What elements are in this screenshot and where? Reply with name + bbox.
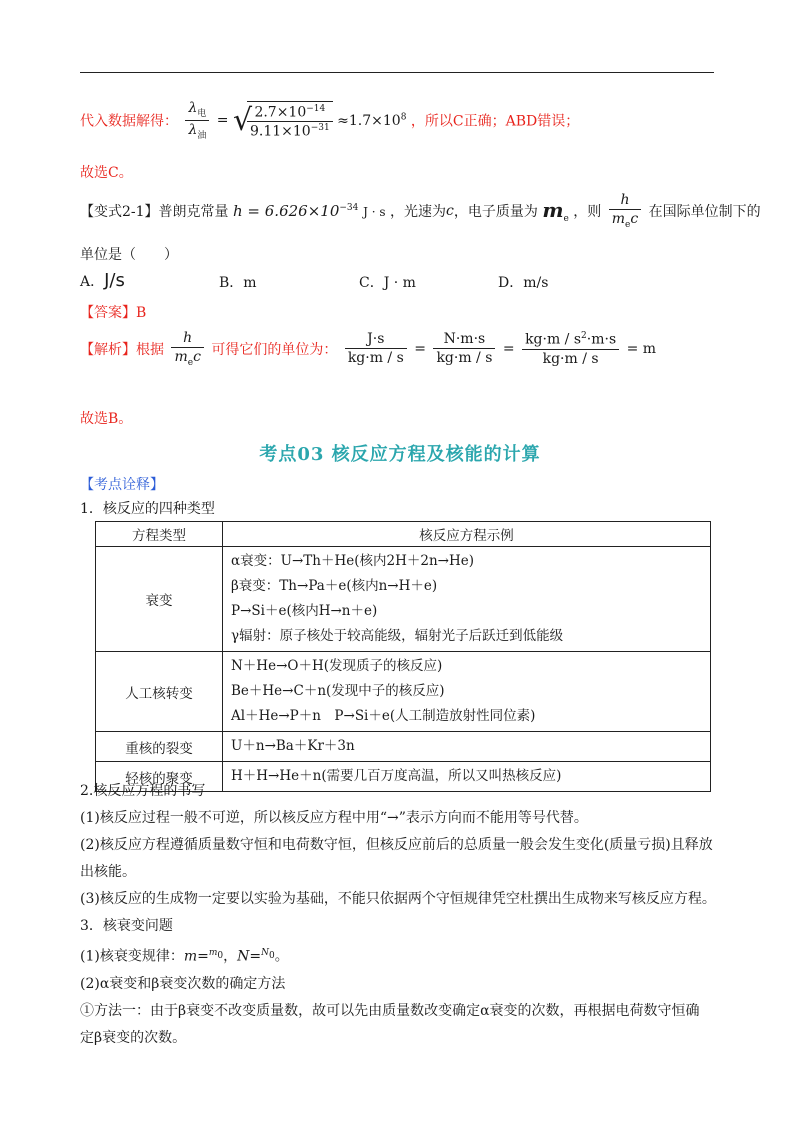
solution-suffix: ，所以C正确；ABD错误； bbox=[410, 113, 580, 130]
solution-line: 代入数据解得： $\frac{\lambda_电}{\lambda_油}$ = √ $\frac{2.7\times 10^{-14}}{9.11\times 10^{-31}}$ $\approx 1.7\times 10^8$ ，所以C正确；ABD错误； bbox=[80, 100, 580, 141]
option-b-value: m bbox=[243, 275, 257, 291]
decay-eq2: = bbox=[249, 948, 262, 965]
header-rule bbox=[80, 72, 714, 73]
table-cell-example: γ辐射：原子核处于较高能级，辐射光子后跃迁到低能级 bbox=[231, 628, 564, 644]
table-row-artificial bbox=[96, 652, 711, 732]
unit-frac-3-num: kg·m / s bbox=[525, 331, 582, 348]
table-cell-example: N＋He→O＋H(发现质子的核反应) bbox=[231, 658, 443, 674]
list2-p3: (3)核反应的生成物一定要以实验为基础，不能只依据两个守恒规律凭空杜撰出生成物来写核反应方程。 bbox=[80, 891, 716, 907]
option-c-key: C． bbox=[359, 275, 384, 291]
decay-n0: N bbox=[261, 948, 269, 958]
analysis-line: 【解析】根据 $\frac{h}{m_ec}$ 可得它们的单位为： $\frac{J\cdot s}{kg\cdot m / s}$ = $\frac{N\cdot m\cdot s}{kg\cdot m / s}$ = $\frac{kg\cdot m / s^2\cdot m\cdot s}{kg\cdot m / s}$ = m bbox=[80, 330, 657, 368]
lambda-ratio bbox=[185, 100, 209, 141]
list2-p2a: (2)核反应方程遵循质量数守恒和电荷数守恒，但核反应前后的总质量一般会发生变化(质量亏损)且释放 bbox=[80, 837, 713, 853]
option-b-key: B． bbox=[219, 275, 244, 291]
list3-p3a: ①方法一：由于β衰变不改变质量数，故可以先由质量数改变确定α衰变的次数，再根据电荷数守恒确 bbox=[80, 1002, 700, 1019]
solution-prefix: 代入数据解得： bbox=[80, 113, 178, 130]
variant-text1: 普朗克常量 bbox=[158, 203, 229, 220]
sqrt-numerator-exp: −14 bbox=[306, 103, 326, 114]
unit-frac-2 bbox=[433, 331, 495, 366]
table-header-row bbox=[96, 522, 711, 547]
variant-text2: ，光速为 bbox=[390, 203, 447, 220]
analysis-frac-m: m bbox=[174, 349, 188, 365]
frac-m-sub: e bbox=[625, 219, 631, 230]
table-cell-example: P→Si＋e(核内H→n＋e) bbox=[231, 603, 378, 619]
frac-c: c bbox=[630, 211, 639, 227]
table-cell-example: α衰变：U→Th＋He(核内2H＋2n→He) bbox=[231, 553, 475, 569]
list2-p1: (1)核反应过程一般不可逆，所以核反应方程中用“→”表示方向而不能用等号代替。 bbox=[80, 810, 588, 826]
unit-frac-1-den: kg·m / s bbox=[347, 350, 404, 367]
planck-expr: h = 6.626×10 bbox=[233, 201, 340, 220]
table-header-type: 方程类型 bbox=[96, 522, 223, 547]
list3-title: 3．核衰变问题 bbox=[80, 918, 173, 934]
variant-text5: 在国际单位制下的 bbox=[648, 203, 761, 220]
decay-m0-sub: 0 bbox=[217, 950, 224, 961]
lambda-bottom: λ bbox=[188, 121, 198, 138]
option-b[interactable] bbox=[219, 272, 257, 292]
unit-frac-3-exp: 2 bbox=[581, 331, 587, 342]
table-cell-example: Be＋He→C＋n(发现中子的核反应) bbox=[231, 683, 445, 699]
variant-question bbox=[80, 192, 761, 230]
list1-title: 1．核反应的四种类型 bbox=[80, 501, 215, 517]
list2-p2b: 出核能。 bbox=[80, 864, 136, 880]
lambda-bottom-sub: 油 bbox=[197, 130, 207, 141]
sqrt-denominator: 9.11×10 bbox=[249, 123, 311, 140]
list2-block bbox=[80, 778, 716, 1052]
planck-unit: J · s bbox=[363, 204, 386, 219]
answer-tag: 【答案】 bbox=[80, 305, 136, 321]
analysis-text2: 可得它们的单位为： bbox=[211, 341, 338, 358]
option-d[interactable] bbox=[498, 272, 548, 292]
analysis-result: = m bbox=[626, 340, 657, 357]
planck-exp: −34 bbox=[339, 202, 359, 213]
unit-frac-2-num: N·m·s bbox=[433, 331, 495, 349]
analysis-text1: 根据 bbox=[136, 341, 164, 358]
examples-fission bbox=[223, 732, 711, 762]
unit-frac-1 bbox=[345, 331, 407, 366]
conclusion-c: 故选C。 bbox=[80, 165, 133, 181]
type-decay: 衰变 bbox=[96, 547, 223, 652]
list3-p3b: 定β衰变的次数。 bbox=[80, 1029, 187, 1046]
h-over-mc bbox=[609, 192, 641, 230]
electron-mass-symbol: m bbox=[542, 198, 564, 222]
list3-p1-prefix: (1)核衰变规律： bbox=[80, 948, 184, 965]
list3-p1 bbox=[80, 940, 716, 971]
table-cell-example: Al＋He→P＋n P→Si＋e(人工制造放射性同位素) bbox=[231, 708, 536, 724]
option-a[interactable] bbox=[80, 270, 125, 291]
table-row-fission bbox=[96, 732, 711, 762]
unit-frac-2-den: kg·m / s bbox=[436, 350, 493, 367]
analysis-frac-c: c bbox=[193, 349, 201, 365]
decay-n: N bbox=[237, 948, 250, 965]
analysis-frac-m-sub: e bbox=[187, 357, 194, 368]
variant-line2: 单位是（ ） bbox=[80, 247, 178, 263]
decay-sep: ， bbox=[223, 948, 238, 965]
table-cell-example: β衰变：Th→Pa＋e(核内n→H＋e) bbox=[231, 578, 438, 594]
decay-n0-sub: 0 bbox=[269, 950, 275, 961]
option-d-value: m/s bbox=[523, 275, 549, 291]
section-title: 考点03 核反应方程及核能的计算 bbox=[259, 444, 541, 465]
table-row-decay bbox=[96, 547, 711, 652]
variant-text3: ，电子质量为 bbox=[453, 203, 538, 220]
approx-exp: 8 bbox=[400, 111, 407, 122]
electron-mass-sub: e bbox=[563, 213, 569, 224]
option-c[interactable] bbox=[359, 272, 416, 292]
reaction-table bbox=[95, 521, 711, 792]
unit-frac-3 bbox=[522, 331, 619, 367]
analysis-tag: 【解析】 bbox=[80, 341, 136, 358]
list2-title: 2.核反应方程的书写 bbox=[80, 783, 206, 799]
type-artificial: 人工核转变 bbox=[96, 652, 223, 732]
table-cell-example: H＋H→He＋n(需要几百万度高温，所以又叫热核反应) bbox=[231, 768, 562, 784]
examples-decay bbox=[223, 547, 711, 652]
examples-artificial bbox=[223, 652, 711, 732]
list3-p2: (2)α衰变和β衰变次数的确定方法 bbox=[80, 975, 286, 992]
variant-tag: 【变式2-1】 bbox=[80, 203, 159, 220]
variant-text4: ，则 bbox=[573, 203, 602, 220]
sqrt-denominator-exp: −31 bbox=[310, 123, 330, 134]
type-fission: 重核的裂变 bbox=[96, 732, 223, 762]
table-header-example: 核反应方程示例 bbox=[223, 522, 711, 547]
answer-line bbox=[80, 302, 146, 322]
option-c-value: J · m bbox=[383, 275, 416, 291]
sqrt-numerator: 2.7×10 bbox=[254, 104, 307, 121]
decay-end: 。 bbox=[274, 948, 289, 965]
conclusion-b: 故选B。 bbox=[80, 411, 133, 427]
option-d-key: D． bbox=[498, 275, 524, 291]
kaodian-tag: 【考点诠释】 bbox=[80, 477, 164, 493]
frac-h: h bbox=[620, 192, 630, 208]
table-cell-example: U＋n→Ba＋Kr＋3n bbox=[231, 738, 355, 754]
analysis-h-over-mc bbox=[171, 330, 203, 368]
light-speed-symbol: c bbox=[446, 202, 454, 219]
approx-value: ≈1.7×10 bbox=[337, 112, 401, 129]
lambda-top-sub: 电 bbox=[197, 108, 207, 119]
decay-m0: m bbox=[208, 948, 218, 958]
sqrt-expression: √ $\frac{2.7\times 10^{-14}}{9.11\times 10^{-31}}$ bbox=[233, 101, 333, 140]
unit-frac-3-tail: ·m·s bbox=[586, 331, 617, 348]
type-fusion: 轻核的聚变 bbox=[96, 762, 223, 792]
unit-frac-1-num: J·s bbox=[345, 331, 407, 349]
unit-frac-3-den: kg·m / s bbox=[542, 350, 599, 367]
frac-m: m bbox=[611, 211, 626, 227]
answer-value: B bbox=[136, 305, 147, 321]
analysis-frac-h: h bbox=[183, 330, 193, 346]
option-a-key: A． bbox=[80, 274, 105, 290]
option-a-value: J/s bbox=[104, 270, 125, 291]
decay-m: m bbox=[183, 948, 198, 965]
lambda-top: λ bbox=[188, 100, 198, 116]
decay-eq1: = bbox=[197, 948, 209, 965]
